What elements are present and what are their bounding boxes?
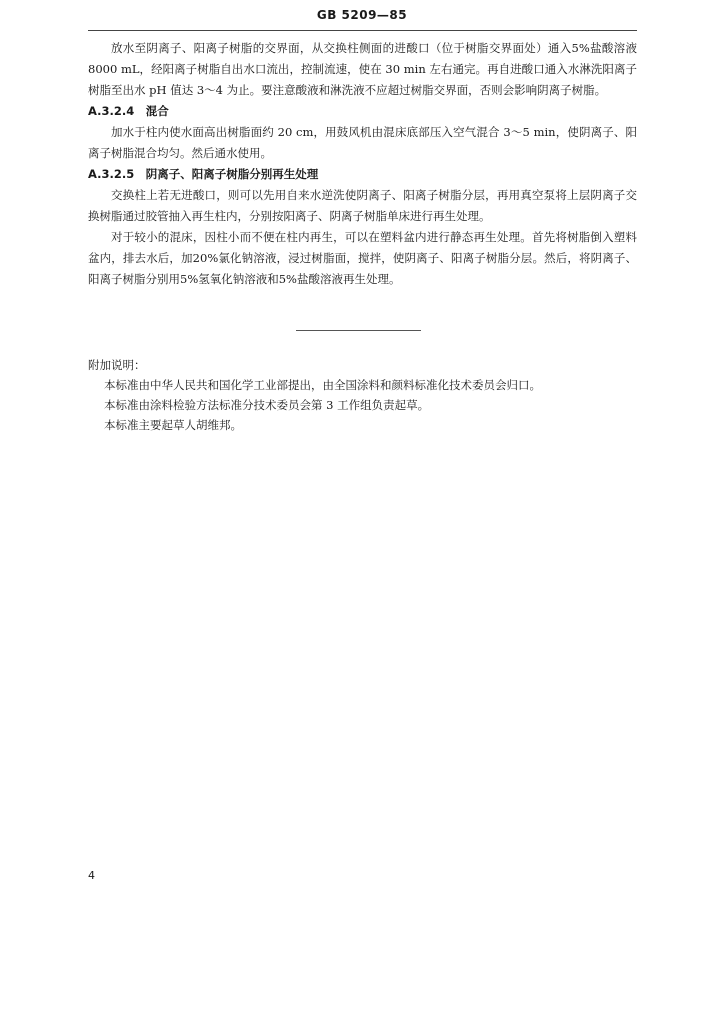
additional-notes — [88, 355, 637, 435]
paragraph-no-acid-inlet: 交换柱上若无进酸口，则可以先用自来水逆洗使阴离子、阳离子树脂分层，再用真空泵将上层阴离子交换树脂通过胶管抽入再生柱内，分别按阳离子、阴离子树脂单床进行再生处理。 — [88, 188, 637, 223]
section-title: 混合 — [145, 104, 169, 118]
paragraph-mixing: 加水于柱内使水面高出树脂面约 20 cm，用鼓风机由混床底部压入空气混合 3～5 min，使阴离子、阳离子树脂混合均匀。然后通水使用。 — [88, 125, 637, 160]
section-title: 阴离子、阳离子树脂分别再生处理 — [145, 167, 319, 181]
notes-line: 本标准主要起草人胡维邦。 — [104, 418, 242, 432]
page-number: 4 — [88, 869, 95, 882]
section-heading-separate-regeneration — [88, 164, 637, 185]
header-divider — [88, 30, 637, 31]
paragraph-small-bed: 对于较小的混床，因柱小而不便在柱内再生，可以在塑料盆内进行静态再生处理。首先将树脂倒入塑料盆内，排去水后，加20%氯化钠溶液，浸过树脂面，搅拌，使阴离子、阳离子树脂分层。然后，将阴离子、阳离子树脂分别用5%氢氧化钠溶液和5%盐酸溶液再生处理。 — [88, 230, 637, 286]
standard-code-header: GB 5209—85 — [316, 8, 408, 22]
notes-line: 本标准由中华人民共和国化学工业部提出，由全国涂料和颜料标准化技术委员会归口。 — [104, 378, 541, 392]
section-number: A.3.2.5 — [88, 167, 135, 181]
section-number: A.3.2.4 — [88, 104, 135, 118]
paragraph-acid-regeneration: 放水至阴离子、阳离子树脂的交界面，从交换柱侧面的进酸口（位于树脂交界面处）通入5%盐酸溶液 8000 mL，经阳离子树脂自出水口流出，控制流速，使在 30 min 左右通完。再自进酸口通入水淋洗阳离子树脂至出水 pH 值达 3～4 为止。要注意酸液和淋洗液不应超过树脂交界面，否则会影响阴离子树脂。 — [88, 41, 637, 97]
notes-line: 本标准由涂料检验方法标准分技术委员会第 3 工作组负责起草。 — [104, 398, 430, 412]
section-heading-mixing — [88, 101, 637, 122]
end-separator-line — [296, 330, 421, 331]
main-content — [88, 38, 637, 290]
notes-title: 附加说明： — [88, 358, 146, 372]
